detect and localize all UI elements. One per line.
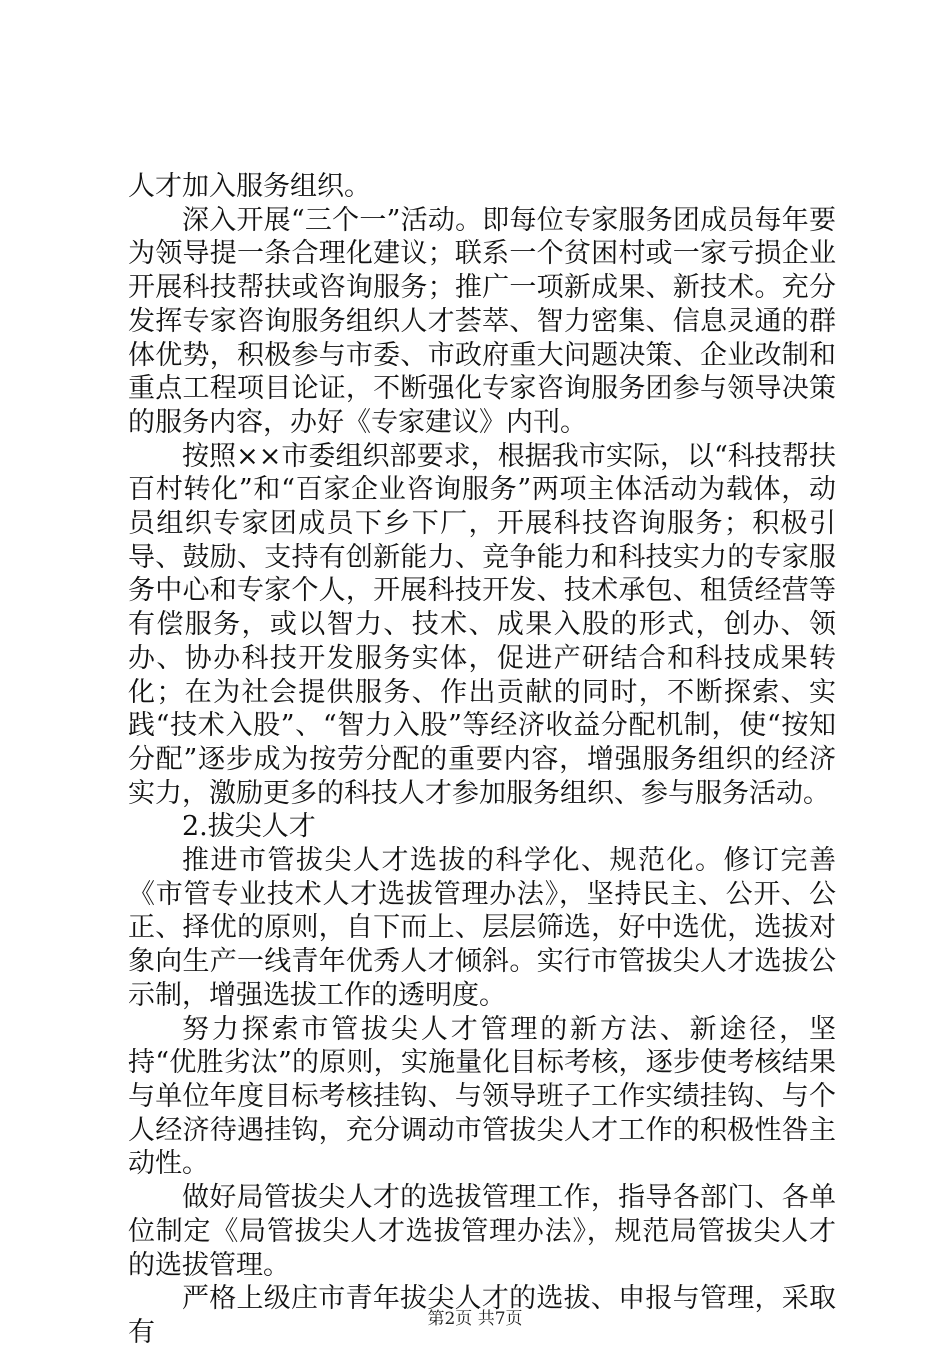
paragraph-youth-talent: 严格上级庄市青年拔尖人才的选拔、申报与管理，采取有: [128, 1283, 836, 1348]
paragraph-selection: 推进市管拔尖人才选拔的科学化、规范化。修订完善《市管专业技术人才选拔管理办法》，坚持民主、公开、公正、择优的原则，自下而上、层层筛选，好中选优，选拔对象向生产一线青年优秀人才倾斜。实行市管拔尖人才选拔公示制，增强选拔工作的透明度。: [128, 845, 836, 1011]
paragraph-three-ones-activity: 深入开展“三个一”活动。即每位专家服务团成员每年要为领导提一条合理化建议；联系一个贫困村或一家亏损企业开展科技帮扶或咨询服务；推广一项新成果、新技术。充分发挥专家咨询服务组织人才荟萃、智力密集、信息灵通的群体优势，积极参与市委、市政府重大问题决策、企业改制和重点工程项目论证，不断强化专家咨询服务团参与领导决策的服务内容，办好《专家建议》内刊。: [128, 204, 836, 438]
section-heading-top-talent: 2.拔尖人才: [182, 811, 316, 843]
page-number-footer: 第2页 共7页: [427, 1309, 523, 1329]
paragraph-management: 努力探索市管拔尖人才管理的新方法、新途径，坚持“优胜劣汰”的原则，实施量化目标考核，逐步使考核结果与单位年度目标考核挂钩、与领导班子工作实绩挂钩、与个人经济待遇挂钩，充分调动市管拔尖人才工作的积极性咎主动性。: [128, 1013, 836, 1180]
paragraph-tech-consulting: 按照××市委组织部要求，根据我市实际，以“科技帮扶百村转化”和“百家企业咨询服务”两项主体活动为载体，动员组织专家团成员下乡下厂，开展科技咨询服务；积极引导、鼓励、支持有创新能力、竞争能力和科技实力的专家服务中心和专家个人，开展科技开发、技术承包、租赁经营等有偿服务，或以智力、技术、成果入股的形式，创办、领办、协办科技开发服务实体，促进产研结合和科技成果转化；在为社会提供服务、作出贡献的同时，不断探索、实践“技术入股”、“智力入股”等经济收益分配机制，使“按知分配”逐步成为按劳分配的重要内容，增强服务组织的经济实力，激励更多的科技人才参加服务组织、参与服务活动。: [128, 440, 836, 809]
paragraph-bureau-talent: 做好局管拔尖人才的选拔管理工作，指导各部门、各单位制定《局管拔尖人才选拔管理办法》，规范局管拔尖人才的选拔管理。: [128, 1182, 836, 1281]
paragraph-continuation: 人才加入服务组织。: [128, 171, 371, 202]
document-body: [128, 170, 836, 1350]
